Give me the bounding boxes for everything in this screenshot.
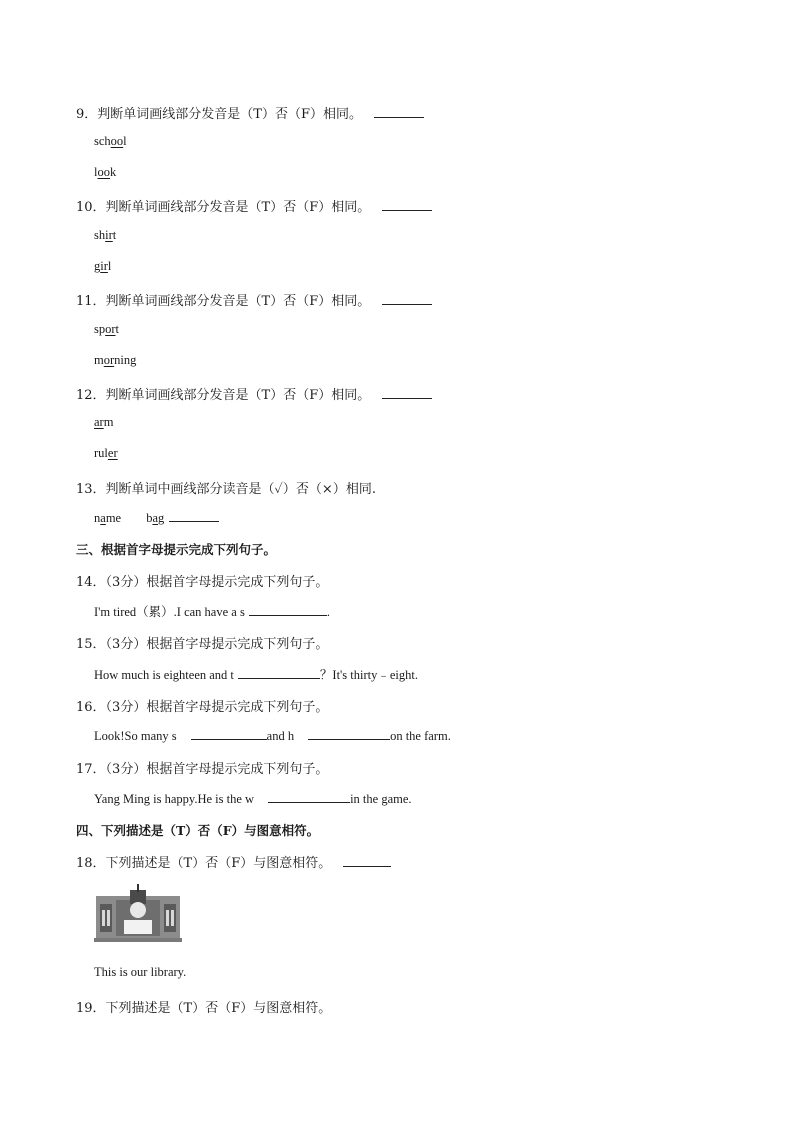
- question-18-prompt: 18．下列描述是（T）否（F）与图意相符。: [76, 856, 332, 871]
- word-girl: girl: [94, 259, 112, 273]
- answer-blank[interactable]: [238, 666, 320, 679]
- question-9-prompt: 9．判断单词画线部分发音是（T）否（F）相同。: [76, 107, 362, 122]
- answer-blank[interactable]: [374, 105, 424, 118]
- word-ruler: ruler: [94, 446, 118, 460]
- question-10-prompt: 10．判断单词画线部分发音是（T）否（F）相同。: [76, 200, 371, 215]
- answer-blank[interactable]: [382, 292, 432, 305]
- word-shirt: shirt: [94, 228, 117, 242]
- question-9: [76, 103, 424, 122]
- word-arm: arm: [94, 415, 114, 429]
- section-3-heading: 三、根据首字母提示完成下列句子。: [76, 542, 277, 557]
- question-16-prompt: 16．（3分）根据首字母提示完成下列句子。: [76, 700, 329, 715]
- answer-blank[interactable]: [382, 198, 432, 211]
- question-13: [76, 478, 376, 497]
- section-4-heading: 四、下列描述是（T）否（F）与图意相符。: [76, 823, 320, 838]
- question-13-prompt: 13．判断单词中画线部分读音是（✓）否（×）相同.: [76, 482, 376, 497]
- answer-blank[interactable]: [343, 854, 391, 867]
- question-18-caption: This is our library.: [94, 965, 187, 979]
- answer-blank[interactable]: [191, 727, 267, 740]
- answer-blank[interactable]: [382, 386, 432, 399]
- question-17-prompt: 17．（3分）根据首字母提示完成下列句子。: [76, 762, 329, 777]
- answer-blank[interactable]: [169, 509, 219, 522]
- word-name: name: [94, 511, 122, 525]
- answer-blank[interactable]: [249, 603, 327, 616]
- question-19-prompt: 19．下列描述是（T）否（F）与图意相符。: [76, 1001, 332, 1016]
- question-17-sentence: Yang Ming is happy.He is the w in the game.: [94, 792, 412, 806]
- question-12: [76, 384, 432, 403]
- question-10: [76, 196, 432, 215]
- answer-blank[interactable]: [308, 727, 390, 740]
- word-bag: bag: [146, 511, 165, 525]
- question-12-prompt: 12．判断单词画线部分发音是（T）否（F）相同。: [76, 388, 371, 403]
- question-14-sentence: I'm tired（累）.I can have a s .: [94, 605, 330, 619]
- word-morning: morning: [94, 353, 137, 367]
- word-look: look: [94, 165, 117, 179]
- word-school: school: [94, 134, 127, 148]
- word-sport: sport: [94, 322, 120, 336]
- question-11: [76, 290, 432, 309]
- question-11-prompt: 11．判断单词画线部分发音是（T）否（F）相同。: [76, 294, 371, 309]
- library-building-image: [94, 884, 182, 946]
- question-18: [76, 852, 391, 871]
- answer-blank[interactable]: [268, 790, 350, 803]
- question-13-words: [94, 509, 219, 526]
- question-15-sentence: How much is eighteen and t ？It's thirty﹣eight.: [94, 668, 418, 682]
- question-14-prompt: 14．（3分）根据首字母提示完成下列句子。: [76, 575, 329, 590]
- question-16-sentence: Look!So many s and h on the farm.: [94, 729, 451, 743]
- question-15-prompt: 15．（3分）根据首字母提示完成下列句子。: [76, 637, 329, 652]
